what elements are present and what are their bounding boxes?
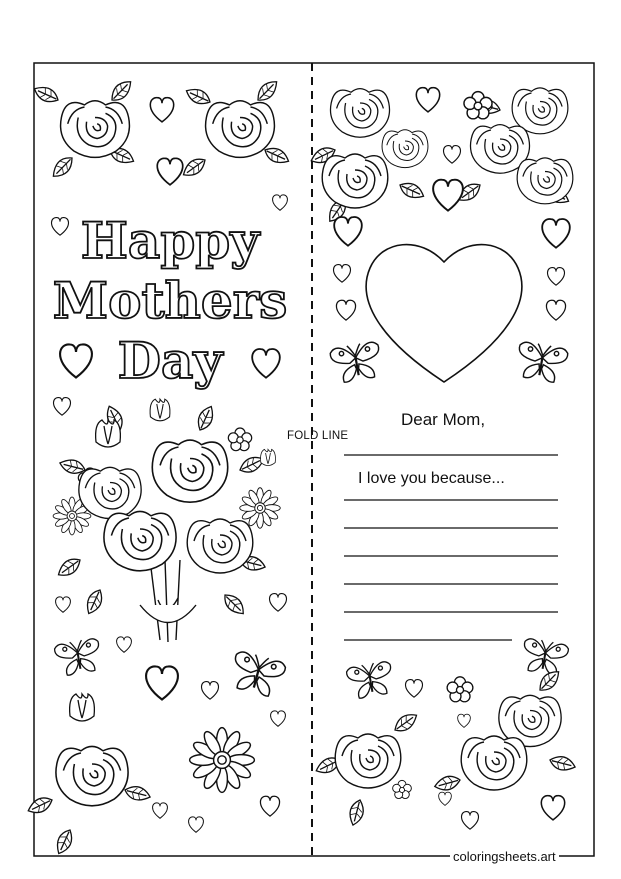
daisy-icon — [190, 728, 255, 793]
butterfly-icon — [346, 660, 395, 700]
heart-icon — [56, 597, 71, 612]
heart-icon — [443, 146, 460, 164]
heart-icon — [117, 637, 132, 652]
heart-icon — [60, 344, 92, 377]
butterfly-icon — [329, 341, 383, 384]
heart-icon — [461, 812, 478, 830]
heart-icon — [541, 796, 564, 820]
butterfly-icon — [54, 637, 103, 677]
small-flower-icon — [464, 92, 492, 119]
greeting-text: Dear Mom, — [401, 410, 486, 429]
small-flower-icon — [447, 677, 473, 702]
heart-icon — [439, 792, 452, 805]
butterfly-icon — [520, 637, 569, 677]
title-line-1: Happy — [80, 211, 260, 270]
title-line-3: Day — [117, 331, 223, 390]
heart-icon — [53, 398, 70, 416]
heart-icon — [157, 158, 183, 184]
heart-icon — [546, 300, 565, 320]
heart-icon — [260, 796, 279, 816]
butterfly-icon — [514, 341, 568, 384]
rose-icon — [56, 746, 128, 805]
heart-icon — [433, 180, 463, 211]
heart-icon — [189, 817, 204, 832]
prompt-text: I love you because... — [358, 470, 505, 487]
heart-icon — [201, 682, 218, 700]
site-credit: coloringsheets.art — [450, 849, 559, 864]
fold-line-label: FOLD LINE — [287, 430, 349, 442]
heart-icon — [269, 594, 286, 612]
heart-icon — [150, 98, 173, 122]
heart-icon — [333, 265, 350, 283]
small-flower-icon — [393, 780, 412, 798]
heart-icon — [547, 268, 564, 286]
heart-icon — [153, 803, 168, 818]
title-line-2: Mothers — [52, 271, 288, 330]
heart-icon — [146, 666, 178, 699]
butterfly-icon — [228, 650, 287, 699]
rose-icon — [461, 736, 527, 790]
heart-icon — [271, 711, 286, 726]
heart-icon — [51, 218, 68, 236]
heart-icon — [334, 217, 362, 246]
rose-icon — [335, 734, 401, 788]
flower-bouquet — [53, 399, 280, 642]
heart-icon — [336, 300, 355, 320]
tulip-icon — [70, 694, 95, 721]
heart-icon — [458, 714, 471, 727]
big-heart-frame — [366, 245, 522, 382]
heart-icon — [542, 219, 570, 248]
heart-icon — [416, 88, 439, 112]
heart-icon — [273, 195, 288, 210]
heart-icon — [252, 349, 280, 378]
heart-icon — [405, 680, 422, 698]
